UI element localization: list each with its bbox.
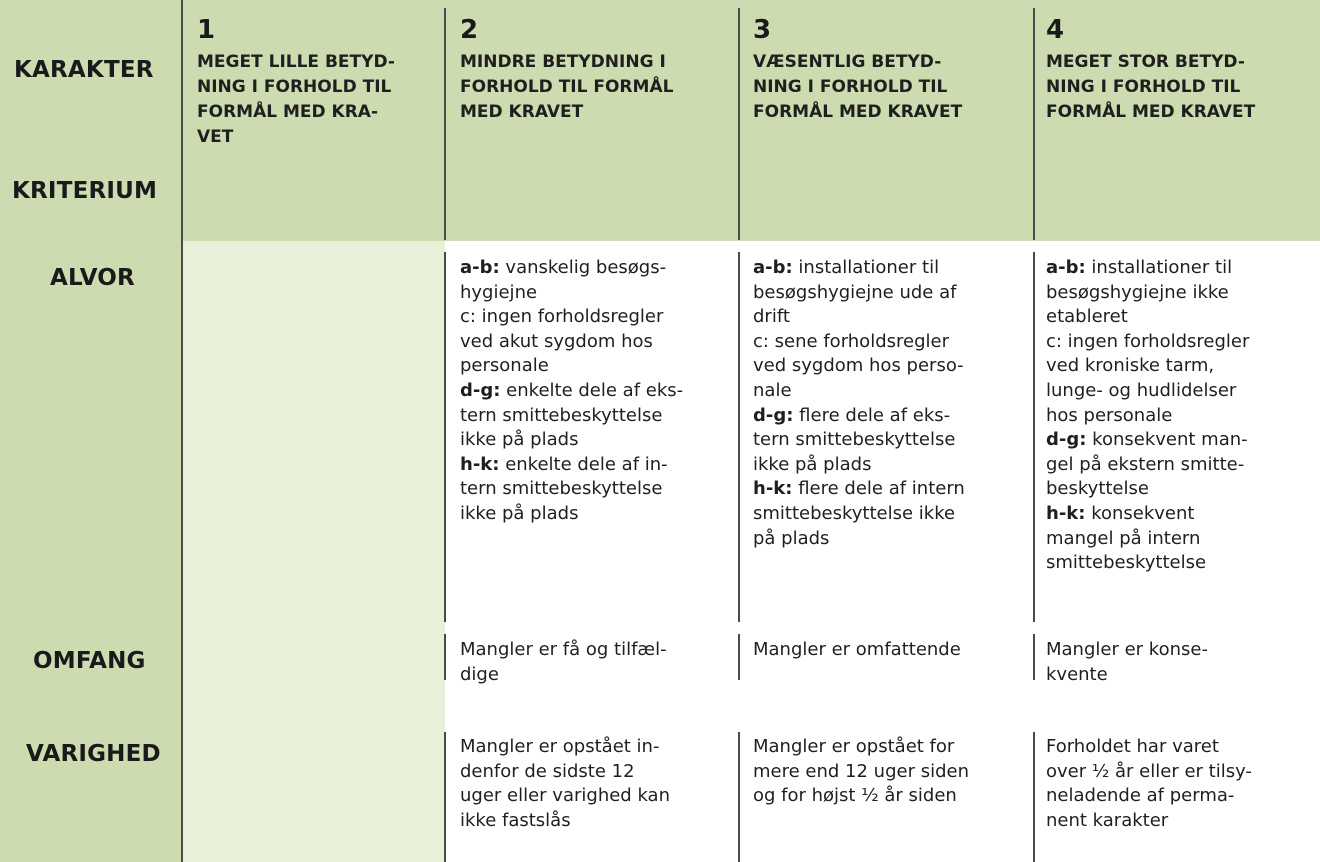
criterion-text: smittebeskyttelse: [1046, 552, 1207, 574]
row-label-karakter: KARAKTER: [14, 57, 154, 83]
column-divider-2c: [738, 634, 740, 680]
row-label-varighed: VARIGHED: [26, 741, 161, 767]
cell-line: [460, 760, 735, 785]
criterion-key: a-b:: [460, 257, 500, 278]
cell-line: [1046, 784, 1320, 809]
criterion-text: konsekvent man-: [1086, 429, 1248, 451]
cell-line: [460, 305, 735, 330]
cell-line: [460, 453, 735, 478]
cell-line: [753, 735, 1028, 760]
criterion-text: uger eller varighed kan: [460, 785, 670, 807]
column-1-number: 1: [197, 15, 216, 45]
column-divider-3c: [1033, 634, 1035, 680]
criterion-text: denfor de sidste 12: [460, 760, 635, 782]
cell-line: [753, 354, 1028, 379]
cell-line: [753, 477, 1028, 502]
cell-line: [1046, 638, 1320, 663]
varighed-column-3-cell: [753, 735, 1028, 809]
cell-line: [460, 281, 735, 306]
criterion-text: Mangler er opstået for: [753, 736, 955, 757]
cell-line: [1046, 809, 1320, 834]
omfang-column-3-cell: [753, 638, 1028, 663]
criterion-text: ikke på plads: [460, 429, 579, 451]
row-label-omfang: OMFANG: [33, 648, 146, 674]
criterion-text: Forholdet har varet: [1046, 736, 1219, 757]
criterion-text: drift: [753, 306, 790, 328]
criterion-text: og for højst ½ år siden: [753, 785, 957, 807]
criterion-text: lunge- og hudlidelser: [1046, 379, 1237, 401]
column-divider-1d: [444, 732, 446, 862]
cell-line: [1046, 663, 1320, 688]
cell-line: [460, 330, 735, 355]
cell-line: [460, 663, 735, 688]
criterion-text: vanskelig besøgs-: [499, 257, 667, 278]
criterion-text: hygiejne: [460, 281, 538, 303]
criterion-text: ikke på plads: [753, 453, 872, 475]
column-divider-1c: [444, 634, 446, 680]
criterion-text: nale: [753, 379, 792, 401]
row-label-column-background: [0, 0, 183, 862]
criterion-text: neladende af perma-: [1046, 785, 1235, 807]
cell-line: [460, 256, 735, 281]
criterion-text: ikke på plads: [460, 502, 579, 524]
column-divider-0: [181, 0, 183, 862]
criterion-text: tern smittebeskyttelse: [753, 429, 956, 451]
row-label-kriterium: KRITERIUM: [12, 178, 158, 204]
column-2-title: MINDRE BETYDNING I FORHOLD TIL FORMÅL MED KRAVET: [460, 52, 674, 122]
cell-line: [460, 502, 735, 527]
cell-line: [753, 305, 1028, 330]
column-divider-3d: [1033, 732, 1035, 862]
row-label-alvor: ALVOR: [50, 265, 135, 291]
cell-line: [460, 428, 735, 453]
column-divider-2b: [738, 252, 740, 622]
header-column-4: [1046, 14, 1296, 125]
alvor-column-3-cell: [753, 256, 1028, 551]
criterion-text: nent karakter: [1046, 809, 1169, 831]
cell-line: [1046, 330, 1320, 355]
criterion-text: ved sygdom hos perso-: [753, 355, 964, 377]
criterion-text: etableret: [1046, 306, 1128, 328]
criterion-text: mangel på intern: [1046, 527, 1201, 549]
criterion-text: mere end 12 uger siden: [753, 760, 969, 782]
cell-line: [753, 453, 1028, 478]
criterion-key: d-g:: [460, 379, 501, 401]
criterion-text: smittebeskyttelse ikke: [753, 502, 956, 524]
criterion-text: beskyttelse: [1046, 478, 1149, 500]
criterion-text: installationer til: [1085, 257, 1233, 278]
criterion-key: h-k:: [460, 453, 500, 475]
alvor-column-2-cell: [460, 256, 735, 527]
cell-line: [460, 354, 735, 379]
criterion-text: konsekvent: [1085, 502, 1195, 524]
header-column-2: [460, 14, 710, 125]
criterion-key: d-g:: [1046, 429, 1087, 451]
cell-line: [1046, 428, 1320, 453]
criterion-text: på plads: [753, 527, 830, 549]
column-2-number: 2: [460, 15, 479, 45]
cell-line: [753, 638, 1028, 663]
criterion-text: enkelte dele af eks-: [500, 379, 684, 401]
criterion-text: c: ingen forholdsregler: [1046, 330, 1250, 352]
cell-line: [1046, 735, 1320, 760]
criterion-key: h-k:: [1046, 502, 1086, 524]
cell-line: [460, 638, 735, 663]
cell-line: [460, 404, 735, 429]
criterion-text: c: sene forholdsregler: [753, 330, 949, 352]
column-divider-3b: [1033, 252, 1035, 622]
criterion-key: a-b:: [753, 257, 793, 278]
criterion-text: over ½ år eller er tilsy-: [1046, 760, 1252, 782]
column-divider-2d: [738, 732, 740, 862]
criterion-text: kvente: [1046, 663, 1108, 685]
cell-line: [1046, 354, 1320, 379]
cell-line: [1046, 760, 1320, 785]
criterion-text: c: ingen forholdsregler: [460, 306, 664, 328]
criterion-text: installationer til: [792, 257, 940, 278]
criterion-text: Mangler er konse-: [1046, 639, 1208, 660]
alvor-column-4-cell: [1046, 256, 1320, 576]
column-1-title: MEGET LILLE BETYD- NING I FORHOLD TIL FORMÅL MED KRA- VET: [197, 52, 395, 147]
cell-line: [1046, 256, 1320, 281]
cell-line: [460, 735, 735, 760]
cell-line: [753, 527, 1028, 552]
cell-line: [1046, 502, 1320, 527]
cell-line: [753, 428, 1028, 453]
criterion-text: enkelte dele af in-: [499, 453, 668, 475]
cell-line: [1046, 281, 1320, 306]
criterion-text: flere dele af eks-: [793, 404, 951, 426]
cell-line: [753, 760, 1028, 785]
column-divider-2a: [738, 8, 740, 240]
criterion-text: gel på ekstern smitte-: [1046, 453, 1245, 475]
criterion-key: a-b:: [1046, 257, 1086, 278]
cell-line: [753, 502, 1028, 527]
cell-line: [1046, 453, 1320, 478]
cell-line: [460, 784, 735, 809]
criterion-key: d-g:: [753, 404, 794, 426]
cell-line: [460, 477, 735, 502]
column-1-body-background: [183, 241, 445, 862]
cell-line: [460, 809, 735, 834]
column-4-title: MEGET STOR BETYD- NING I FORHOLD TIL FORMÅL MED KRAVET: [1046, 52, 1256, 122]
criterion-text: ikke fastslås: [460, 809, 571, 831]
criterion-key: h-k:: [753, 478, 793, 500]
cell-line: [753, 256, 1028, 281]
cell-line: [1046, 477, 1320, 502]
criterion-text: personale: [460, 355, 549, 377]
header-column-1: [197, 14, 447, 150]
column-3-number: 3: [753, 15, 772, 45]
varighed-column-4-cell: [1046, 735, 1320, 833]
column-divider-3a: [1033, 8, 1035, 240]
cell-line: [753, 281, 1028, 306]
cell-line: [1046, 404, 1320, 429]
cell-line: [753, 330, 1028, 355]
column-4-number: 4: [1046, 15, 1065, 45]
cell-line: [753, 379, 1028, 404]
omfang-column-4-cell: [1046, 638, 1320, 687]
criterion-text: ved kroniske tarm,: [1046, 355, 1215, 377]
varighed-column-2-cell: [460, 735, 735, 833]
cell-line: [753, 404, 1028, 429]
criterion-text: besøgshygiejne ikke: [1046, 281, 1229, 303]
cell-line: [1046, 551, 1320, 576]
header-column-3: [753, 14, 1003, 125]
criterion-text: dige: [460, 663, 499, 685]
criterion-text: besøgshygiejne ude af: [753, 281, 957, 303]
cell-line: [1046, 527, 1320, 552]
cell-line: [753, 784, 1028, 809]
column-3-title: VÆSENTLIG BETYD- NING I FORHOLD TIL FORMÅL MED KRAVET: [753, 52, 963, 122]
criterion-text: flere dele af intern: [792, 478, 965, 500]
criterion-text: ved akut sygdom hos: [460, 330, 653, 352]
column-divider-1b: [444, 252, 446, 622]
criterion-text: Mangler er omfattende: [753, 639, 961, 660]
criterion-text: Mangler er opstået in-: [460, 736, 660, 757]
criterion-text: hos personale: [1046, 404, 1173, 426]
criterion-text: tern smittebeskyttelse: [460, 478, 663, 500]
omfang-column-2-cell: [460, 638, 735, 687]
cell-line: [460, 379, 735, 404]
cell-line: [1046, 379, 1320, 404]
criterion-text: tern smittebeskyttelse: [460, 404, 663, 426]
criterion-text: Mangler er få og tilfæl-: [460, 639, 667, 660]
cell-line: [1046, 305, 1320, 330]
